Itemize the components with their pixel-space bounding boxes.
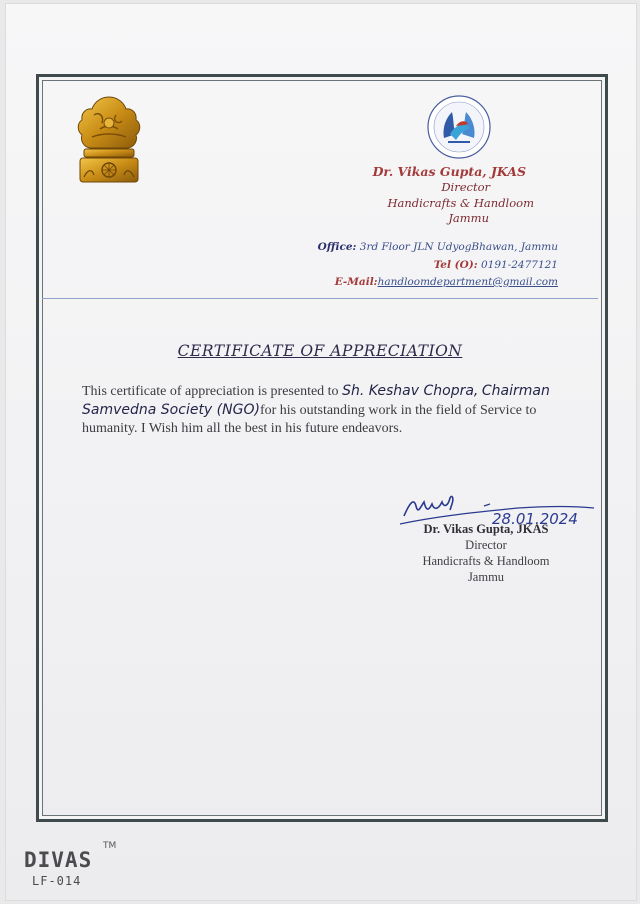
tel-value: 0191-2477121: [480, 259, 558, 271]
signatory-block: [396, 521, 576, 585]
body-intro: This certificate of appreciation is presented to: [82, 384, 343, 399]
office-address: [318, 241, 558, 253]
certificate-title: CERTIFICATE OF APPRECIATION: [177, 342, 463, 360]
header-officer-name: Dr. Vikas Gupta, JKAS: [372, 164, 526, 179]
signatory-designation: Director: [465, 538, 507, 552]
recipient-title: Chairman Samvedna Society (NGO): [82, 383, 550, 418]
header-designation: Director: [441, 180, 490, 194]
signatory-department: Handicrafts & Handloom: [422, 554, 550, 568]
header-department: Handicrafts & Handloom: [387, 196, 534, 210]
recipient-name: Sh. Keshav Chopra,: [342, 383, 479, 399]
body-rest: for his outstanding work in the field of Service to humanity. I Wish him all the best in his future endeavors.: [82, 403, 537, 436]
national-emblem-icon: [72, 93, 146, 189]
header-divider: [42, 298, 598, 299]
tel-label: Tel (O):: [433, 259, 478, 271]
paper-brand: DIVAS: [24, 848, 93, 872]
signatory-location: Jammu: [467, 570, 505, 584]
email-value: handloomdepartment@gmail.com: [377, 276, 558, 288]
office-value: 3rd Floor JLN UdyogBhawan, Jammu: [359, 241, 558, 253]
office-telephone: [434, 259, 558, 271]
signatory-name: Dr. Vikas Gupta, JKAS: [423, 522, 549, 536]
paper-code: LF-014: [32, 874, 82, 888]
signature-date: 28.01.2024: [492, 510, 578, 528]
office-label: Office:: [317, 241, 357, 253]
trademark-mark: TM: [103, 841, 117, 851]
email-label: E-Mail:: [334, 276, 378, 288]
hands-dove-logo-icon: [426, 94, 492, 160]
office-email: [335, 276, 558, 288]
certificate-body: [82, 382, 568, 438]
header-location: Jammu: [448, 211, 489, 225]
